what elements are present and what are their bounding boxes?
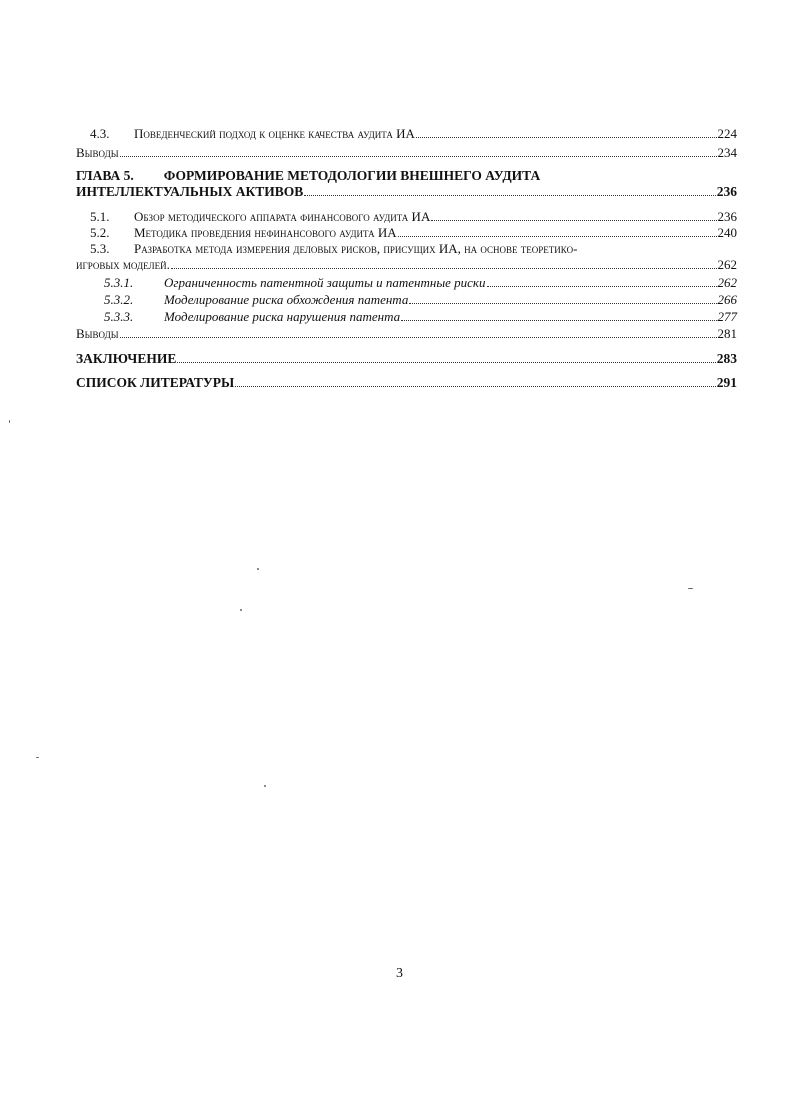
dot-leader <box>398 236 717 237</box>
toc-entry-5-2[interactable] <box>90 225 737 241</box>
toc-entry-number: 5.3.1. <box>104 275 134 290</box>
toc-entry-number: 4.3. <box>90 126 110 141</box>
scan-speck <box>688 588 693 589</box>
toc-entry-5-3-3[interactable] <box>104 309 737 325</box>
toc-entry-5-3-line2[interactable] <box>76 257 737 273</box>
dot-leader <box>431 220 716 221</box>
toc-entry-5-3-1[interactable] <box>104 275 737 291</box>
toc-entry-title-line2: игровых моделей. <box>76 257 170 272</box>
scan-speck <box>257 568 259 570</box>
dot-leader <box>120 156 717 157</box>
toc-entry-title-line1: Разработка метода измерения деловых рисков, присущих ИА, на основе теоретико- <box>134 241 578 256</box>
toc-entry-number: 5.3. <box>90 241 110 256</box>
toc-entry-conclusion[interactable] <box>76 351 737 367</box>
dot-leader <box>304 195 716 196</box>
toc-entry-title: ЗАКЛЮЧЕНИЕ <box>76 351 177 366</box>
dot-leader <box>409 303 716 304</box>
dot-leader <box>401 320 716 321</box>
toc-entry-title: Ограниченность патентной защиты и патентные риски <box>164 275 486 290</box>
toc-entry-title: Обзор методического аппарата финансового аудита ИА <box>134 209 431 224</box>
scan-speck <box>240 609 242 611</box>
toc-entry-title: Поведенческий подход к оценке качества аудита ИА <box>134 126 415 141</box>
toc-entry-page: 240 <box>717 225 737 240</box>
toc-entry-title: Моделирование риска нарушения патента <box>164 309 401 324</box>
toc-entry-5-3-line1[interactable] <box>90 241 577 257</box>
toc-entry-number: 5.1. <box>90 209 110 224</box>
toc-entry-title: Выводы <box>76 145 119 160</box>
toc-entry-page: 262 <box>717 275 737 290</box>
toc-entry-title: Методика проведения нефинансового аудита ИА <box>134 225 397 240</box>
toc-entry-page: 262 <box>717 257 737 272</box>
scan-speck <box>36 757 39 758</box>
toc-entry-page: 283 <box>716 351 737 366</box>
toc-entry-page: 224 <box>717 126 737 141</box>
toc-entry-number: 5.2. <box>90 225 110 240</box>
toc-entry-page: 277 <box>717 309 737 324</box>
toc-chapter-title-line2: ИНТЕЛЛЕКТУАЛЬНЫХ АКТИВОВ <box>76 184 304 199</box>
dot-leader <box>177 362 715 363</box>
toc-entry-title: Выводы <box>76 326 119 341</box>
toc-entry-title: СПИСОК ЛИТЕРАТУРЫ <box>76 375 235 390</box>
toc-entry-page: 234 <box>717 145 737 160</box>
toc-entry-page: 236 <box>717 209 737 224</box>
page-number: 3 <box>396 966 403 981</box>
dot-leader <box>416 137 717 138</box>
toc-entry-page: 236 <box>716 184 737 199</box>
scan-speck <box>9 420 10 423</box>
dot-leader <box>120 337 717 338</box>
toc-entry-5-3-2[interactable] <box>104 292 737 308</box>
toc-entry-conclusions-ch5[interactable] <box>76 326 737 342</box>
toc-entry-4-3[interactable] <box>90 126 737 142</box>
scan-speck <box>264 785 266 787</box>
toc-entry-number: 5.3.2. <box>104 292 134 307</box>
toc-entry-number: 5.3.3. <box>104 309 134 324</box>
toc-entry-5-1[interactable] <box>90 209 737 225</box>
dot-leader <box>171 268 717 269</box>
toc-chapter-title-line1: ФОРМИРОВАНИЕ МЕТОДОЛОГИИ ВНЕШНЕГО АУДИТА <box>163 168 541 183</box>
toc-entry-references[interactable] <box>76 375 737 391</box>
toc-entry-title: Моделирование риска обхождения патента <box>164 292 409 307</box>
toc-chapter-5-title-line2[interactable] <box>76 184 737 200</box>
toc-entry-page: 291 <box>716 375 737 390</box>
toc-chapter-5-heading[interactable] <box>76 168 540 184</box>
dot-leader <box>487 286 717 287</box>
toc-chapter-number: ГЛАВА 5. <box>76 168 134 183</box>
toc-entry-conclusions-ch4[interactable] <box>76 145 737 161</box>
dot-leader <box>235 386 716 387</box>
toc-entry-page: 281 <box>717 326 737 341</box>
toc-entry-page: 266 <box>717 292 737 307</box>
